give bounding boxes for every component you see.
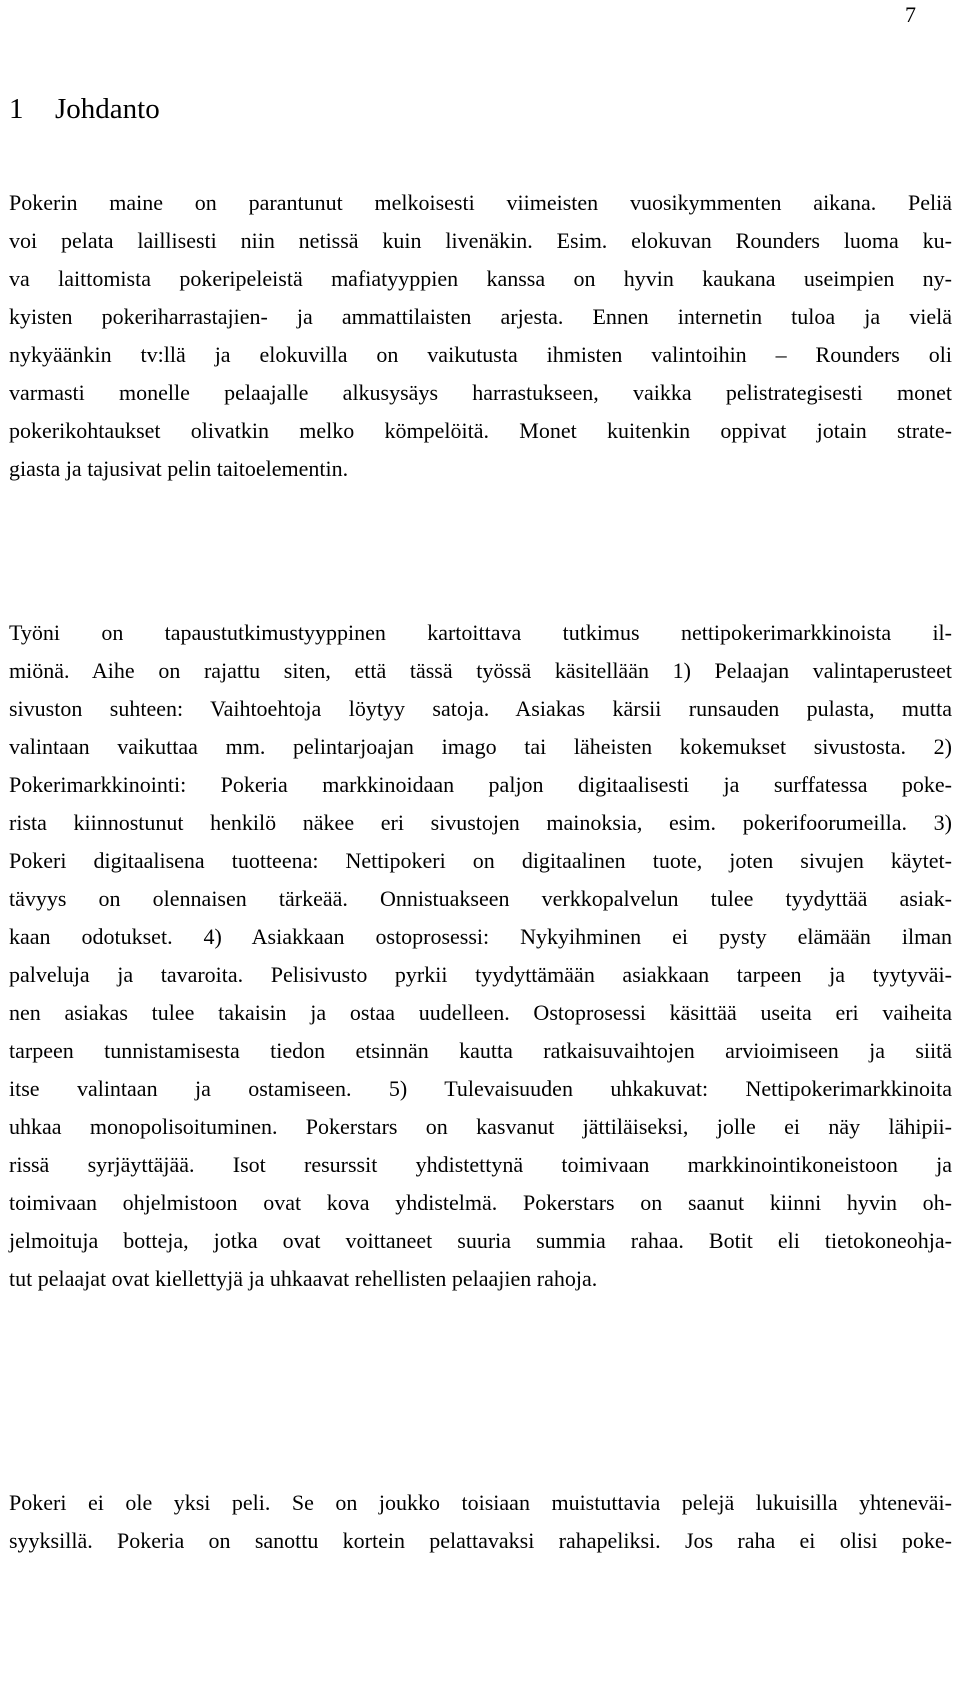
text-line: palveluja ja tavaroita. Pelisivusto pyrkii tyydyttämään asiakkaan tarpeen ja tyytyväi- bbox=[9, 962, 952, 987]
chapter-number: 1 bbox=[9, 93, 24, 125]
text-line: uhkaa monopolisoituminen. Pokerstars on kasvanut jättiläiseksi, jolle ei näy lähipii- bbox=[9, 1114, 952, 1139]
text-line: rissä syrjäyttäjää. Isot resurssit yhdistettynä toimivaan markkinointikoneistoon ja bbox=[9, 1152, 952, 1177]
paragraph-poker-definition bbox=[9, 1484, 952, 1560]
text-line: jelmoituja botteja, jotka ovat voittaneet suuria summia rahaa. Botit eli tietokoneohja- bbox=[9, 1228, 952, 1253]
text-line: nykyäänkin tv:llä ja elokuvilla on vaikutusta ihmisten valintoihin – Rounders oli bbox=[9, 342, 952, 367]
text-line: syyksillä. Pokeria on sanottu kortein pelattavaksi rahapeliksi. Jos raha ei olisi poke- bbox=[9, 1528, 952, 1553]
text-line: sivuston suhteen: Vaihtoehtoja löytyy satoja. Asiakas kärsii runsauden pulasta, mutta bbox=[9, 696, 952, 721]
text-line: Pokeri digitaalisena tuotteena: Nettipokeri on digitaalinen tuote, joten sivujen käytet- bbox=[9, 848, 952, 873]
text-line: voi pelata laillisesti niin netissä kuin livenäkin. Esim. elokuvan Rounders luoma ku- bbox=[9, 228, 952, 253]
text-line: kyisten pokeriharrastajien- ja ammattilaisten arjesta. Ennen internetin tuloa ja vielä bbox=[9, 304, 952, 329]
text-line: nen asiakas tulee takaisin ja ostaa uudelleen. Ostoprosessi käsittää useita eri vaiheita bbox=[9, 1000, 952, 1025]
text-line: Työni on tapaustutkimustyyppinen kartoittava tutkimus nettipokerimarkkinoista il- bbox=[9, 620, 952, 645]
text-line: tarpeen tunnistamisesta tiedon etsinnän kautta ratkaisuvaihtojen arvioimiseen ja siitä bbox=[9, 1038, 952, 1063]
text-line: Pokerimarkkinointi: Pokeria markkinoidaan paljon digitaalisesti ja surffatessa poke- bbox=[9, 772, 952, 797]
text-line: va laittomista pokeripeleistä mafiatyyppien kanssa on hyvin kaukana useimpien ny- bbox=[9, 266, 952, 291]
text-line: varmasti monelle pelaajalle alkusysäys harrastukseen, vaikka pelistrategisesti monet bbox=[9, 380, 952, 405]
chapter-heading bbox=[9, 92, 160, 127]
text-line: kaan odotukset. 4) Asiakkaan ostoprosessi: Nykyihminen ei pysty elämään ilman bbox=[9, 924, 952, 949]
text-line: miönä. Aihe on rajattu siten, että tässä työssä käsitellään 1) Pelaajan valintaperusteet bbox=[9, 658, 952, 683]
text-line: toimivaan ohjelmistoon ovat kova yhdistelmä. Pokerstars on saanut kiinni hyvin oh- bbox=[9, 1190, 952, 1215]
paragraph-scope bbox=[9, 614, 952, 1298]
text-line: tävyys on olennaisen tärkeää. Onnistuakseen verkkopalvelun tulee tyydyttää asiak- bbox=[9, 886, 952, 911]
page-number: 7 bbox=[905, 2, 916, 27]
paragraph-intro bbox=[9, 184, 952, 488]
text-line: tut pelaajat ovat kiellettyjä ja uhkaavat rehellisten pelaajien rahoja. bbox=[9, 1266, 598, 1291]
text-line: Pokeri ei ole yksi peli. Se on joukko toisiaan muistuttavia pelejä lukuisilla yhteneväi- bbox=[9, 1490, 952, 1515]
text-line: rista kiinnostunut henkilö näkee eri sivustojen mainoksia, esim. pokerifoorumeilla. 3) bbox=[9, 810, 952, 835]
text-line: Pokerin maine on parantunut melkoisesti viimeisten vuosikymmenten aikana. Peliä bbox=[9, 190, 952, 215]
text-line: giasta ja tajusivat pelin taitoelementin. bbox=[9, 456, 349, 481]
text-line: valintaan vaikuttaa mm. pelintarjoajan imago tai läheisten kokemukset sivustosta. 2) bbox=[9, 734, 952, 759]
text-line: itse valintaan ja ostamiseen. 5) Tulevaisuuden uhkakuvat: Nettipokerimarkkinoita bbox=[9, 1076, 952, 1101]
chapter-title: Johdanto bbox=[55, 93, 160, 125]
text-line: pokerikohtaukset olivatkin melko kömpelöitä. Monet kuitenkin oppivat jotain strate- bbox=[9, 418, 952, 443]
